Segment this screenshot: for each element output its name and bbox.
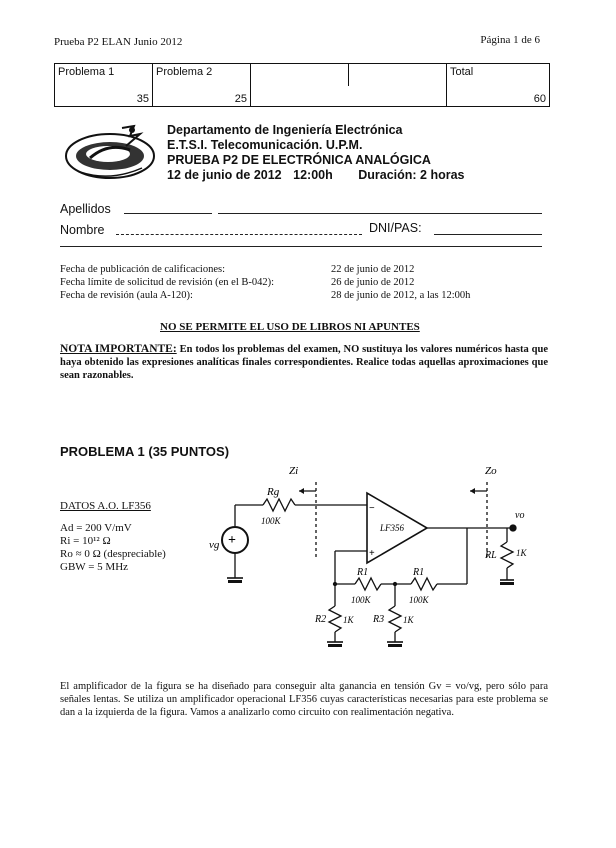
grade-cell-problem-1 [55, 64, 153, 106]
dni-label: DNI/PAS: [369, 221, 422, 235]
ground-hatch [328, 644, 342, 647]
datos-item: Ad = 200 V/mV [60, 522, 132, 534]
value-r1b: 100K [409, 595, 429, 605]
value-r3: 1K [403, 615, 414, 625]
nota-title: NOTA IMPORTANTE: [60, 343, 177, 355]
value-rl: 1K [516, 548, 527, 558]
nombre-label: Nombre [60, 223, 105, 237]
datos-item: GBW = 5 MHz [60, 561, 129, 573]
department-block [167, 123, 465, 183]
grade-cell-empty [251, 64, 447, 106]
exam-duration: Duración: 2 horas [358, 168, 465, 182]
dates-labels [60, 263, 274, 302]
grade-cell-total [447, 64, 549, 106]
apellidos-line-2[interactable] [218, 213, 542, 214]
label-r1: R1 [357, 567, 369, 578]
value-rg: 100K [261, 516, 281, 526]
label-zo: Zo [485, 465, 497, 477]
grade-value: 35 [136, 93, 149, 105]
date-value: 28 de junio de 2012, a las 12:00h [331, 290, 471, 301]
grade-table [54, 63, 550, 107]
date-value: 26 de junio de 2012 [331, 277, 415, 288]
datos-block [60, 500, 166, 574]
ground-hatch [228, 580, 242, 583]
grade-tick [348, 64, 349, 86]
university-logo [60, 120, 160, 186]
label-rl: RL [485, 550, 497, 561]
problem-1-title: PROBLEMA 1 (35 PUNTOS) [60, 444, 230, 459]
apellidos-line-1[interactable] [124, 213, 212, 214]
label-rg: Rg [267, 486, 280, 498]
exam-date: 12 de junio de 2012 [167, 168, 282, 182]
grade-value: 60 [533, 93, 546, 105]
ground-hatch [388, 644, 402, 647]
separator-line [60, 246, 542, 247]
label-r1b: R1 [413, 567, 425, 578]
nota-text: En todos los problemas del examen, NO sustituya los valores numéricos hasta que haya obtenido las expresiones analíticas finales correspondientes. Realice todas aquellas aproximaciones que sean razonables. [60, 344, 548, 381]
datos-item: Ri = 10¹² Ω [60, 535, 111, 547]
exam-title: PRUEBA P2 DE ELECTRÓNICA ANALÓGICA [167, 153, 431, 167]
datos-title: DATOS A.O. LF356 [60, 500, 151, 512]
label-vo: vo [515, 510, 525, 521]
exam-time: 12:00h [293, 168, 333, 182]
date-label: Fecha de publicación de calificaciones: [60, 264, 226, 275]
problem-description: El amplificador de la figura se ha diseñado para conseguir alta ganancia en tensión Gv = vo/vg, pero sólo para señales lentas. Se utiliza un amplificador operacional LF356 cuyas características necesarias para este problema se dan a la izquierda de la figura. Vamos a analizarlo como circuito con realimentación negativa. [60, 681, 548, 718]
value-r1: 100K [351, 595, 371, 605]
department-name: Departamento de Ingeniería Electrónica [167, 123, 403, 137]
apellidos-label: Apellidos [60, 202, 111, 216]
label-opamp: LF356 [380, 523, 405, 533]
exam-date-line [167, 168, 465, 183]
source-plus: + [228, 533, 236, 548]
grade-label: Problema 2 [156, 66, 213, 78]
page-number: Página 1 de 6 [480, 34, 540, 46]
opamp-plus: + [369, 548, 375, 559]
label-r2: R2 [315, 614, 327, 625]
date-label: Fecha límite de solicitud de revisión (en el B-042): [60, 277, 275, 288]
grade-label: Problema 1 [58, 66, 115, 78]
nota-importante [60, 343, 548, 382]
label-r3: R3 [373, 614, 385, 625]
date-label: Fecha de revisión (aula A-120): [60, 290, 193, 301]
label-vg: vg [209, 539, 220, 551]
label-zi: Zi [289, 465, 299, 477]
grade-value: 25 [234, 93, 247, 105]
no-books-rule: NO SE PERMITE EL USO DE LIBROS NI APUNTES [160, 321, 420, 333]
dni-line[interactable] [434, 234, 542, 235]
school-name: E.T.S.I. Telecomunicación. U.P.M. [167, 138, 363, 152]
date-value: 22 de junio de 2012 [331, 264, 415, 275]
ground-hatch [500, 582, 514, 585]
grade-cell-problem-2 [153, 64, 251, 106]
nombre-line[interactable] [116, 234, 362, 235]
dates-values [331, 263, 470, 302]
circuit-diagram [195, 460, 555, 660]
header-left: Prueba P2 ELAN Junio 2012 [54, 36, 183, 48]
datos-item: Ro ≈ 0 Ω (despreciable) [60, 548, 166, 560]
value-r2: 1K [343, 615, 354, 625]
grade-label: Total [450, 66, 474, 78]
opamp-minus: − [369, 503, 375, 514]
